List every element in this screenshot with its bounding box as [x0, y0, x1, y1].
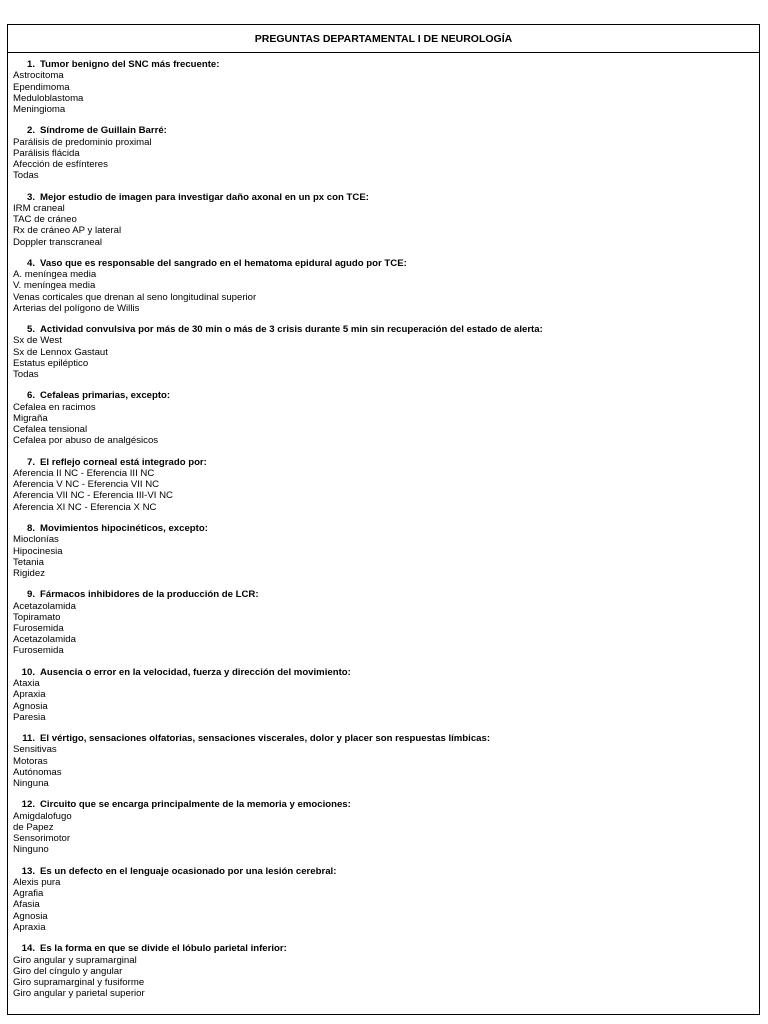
answer-option: Acetazolamida — [13, 634, 76, 646]
answer-option: Meduloblastoma — [13, 92, 84, 104]
question-text: Es un defecto en el lenguaje ocasionado por una lesión cerebral: — [40, 865, 337, 877]
question-block — [13, 258, 759, 314]
question-heading — [13, 457, 759, 468]
answer-option: Agnosia — [13, 910, 48, 922]
question-block — [13, 390, 759, 446]
question-heading — [13, 324, 759, 335]
answer-option: Agnosia — [13, 700, 48, 712]
answer-option: Arterias del polígono de Willis — [13, 302, 140, 314]
document-frame — [7, 24, 760, 1015]
question-text: Ausencia o error en la velocidad, fuerza y dirección del movimiento: — [40, 666, 351, 678]
answer-option: TAC de cráneo — [13, 214, 77, 226]
question-number: 9. — [26, 589, 35, 601]
answer-option: Astrocitoma — [13, 70, 64, 82]
question-text: El vértigo, sensaciones olfatorias, sensaciones viscerales, dolor y placer son respuestas límbicas: — [40, 733, 491, 745]
question-number: 5. — [26, 324, 35, 336]
question-heading — [13, 59, 759, 70]
answer-option: Amigdalofugo — [13, 810, 72, 822]
question-text: Es la forma en que se divide el lóbulo parietal inferior: — [40, 943, 287, 955]
answer-option: Parálisis flácida — [13, 147, 80, 159]
answer-option: Motoras — [13, 755, 48, 767]
answer-option: Venas corticales que drenan al seno longitudinal superior — [13, 291, 257, 303]
question-heading — [13, 667, 759, 678]
question-text: Circuito que se encarga principalmente de la memoria y emociones: — [40, 799, 351, 811]
question-number: 10. — [21, 666, 35, 678]
answer-option: Autónomas — [13, 766, 62, 778]
answer-option: Cefalea tensional — [13, 424, 88, 436]
question-block — [13, 667, 759, 723]
answer-option: Todas — [13, 170, 39, 182]
question-number: 12. — [21, 799, 35, 811]
question-number: 3. — [26, 191, 35, 203]
question-block — [13, 59, 759, 115]
question-number: 13. — [21, 865, 35, 877]
question-heading — [13, 192, 759, 203]
question-text: Actividad convulsiva por más de 30 min o más de 3 crisis durante 5 min sin recuperación del estado de alerta: — [40, 324, 543, 336]
answer-option: Parálisis de predominio proximal — [13, 136, 152, 148]
question-number: 14. — [21, 943, 35, 955]
question-text: Mejor estudio de imagen para investigar daño axonal en un px con TCE: — [40, 191, 369, 203]
question-text: Tumor benigno del SNC más frecuente: — [40, 59, 220, 70]
answer-option: Migraña — [13, 412, 48, 424]
question-block — [13, 943, 759, 999]
answer-option: Ninguno — [13, 844, 49, 856]
answer-option: Cefalea por abuso de analgésicos — [13, 435, 159, 447]
question-heading — [13, 258, 759, 269]
question-text: Movimientos hipocinéticos, excepto: — [40, 523, 208, 535]
answer-option: Ninguna — [13, 778, 49, 790]
answer-option: Ataxia — [13, 678, 40, 690]
answer-option: Aferencia VII NC - Eferencia III-VI NC — [13, 490, 173, 502]
answer-option: Afección de esfínteres — [13, 159, 108, 170]
question-block — [13, 457, 759, 513]
question-text: El reflejo corneal está integrado por: — [40, 456, 207, 468]
answer-option: Sx de Lennox Gastaut — [13, 346, 108, 358]
question-block — [13, 192, 759, 248]
question-block — [13, 523, 759, 579]
answer-option: Sensorimotor — [13, 833, 71, 845]
answer-option: A. meníngea media — [13, 269, 97, 281]
question-number: 6. — [26, 390, 35, 402]
question-heading — [13, 589, 759, 600]
question-heading — [13, 125, 759, 136]
question-number: 11. — [22, 733, 35, 745]
answer-option: de Papez — [13, 821, 54, 833]
question-text: Cefaleas primarias, excepto: — [40, 390, 171, 402]
question-heading — [13, 866, 759, 877]
question-block — [13, 866, 759, 933]
question-text: Fármacos inhibidores de la producción de LCR: — [40, 589, 259, 601]
question-number: 2. — [26, 125, 35, 137]
question-number: 7. — [26, 456, 35, 468]
answer-option: Furosemida — [13, 645, 64, 657]
question-number: 4. — [26, 257, 35, 269]
question-heading — [13, 390, 759, 401]
answer-option: Giro angular y parietal superior — [13, 988, 145, 1000]
answer-option: Todas — [13, 369, 39, 381]
question-number: 1. — [26, 59, 35, 70]
answer-option: IRM craneal — [13, 202, 65, 214]
document-title: PREGUNTAS DEPARTAMENTAL I DE NEUROLOGÍA — [8, 25, 759, 53]
answer-option: Sensitivas — [13, 744, 57, 756]
question-heading — [13, 799, 759, 810]
question-text: Síndrome de Guillain Barré: — [40, 125, 167, 137]
question-heading — [13, 943, 759, 954]
question-heading — [13, 523, 759, 534]
answer-option: Topiramato — [13, 611, 61, 623]
question-text: Vaso que es responsable del sangrado en el hematoma epidural agudo por TCE: — [40, 257, 407, 269]
answer-option: Acetazolamida — [13, 600, 76, 612]
answer-option: Giro supramarginal y fusiforme — [13, 976, 145, 988]
answer-option: Afasia — [13, 899, 40, 911]
answer-option: Aferencia XI NC - Eferencia X NC — [13, 501, 157, 513]
question-list — [8, 53, 759, 999]
answer-option: V. meníngea media — [13, 280, 96, 292]
question-block — [13, 589, 759, 656]
answer-option: Apraxia — [13, 689, 46, 701]
answer-option: Estatus epiléptico — [13, 357, 89, 369]
answer-option: Furosemida — [13, 623, 64, 635]
answer-option: Meningioma — [13, 103, 66, 115]
answer-option: Rigidez — [13, 567, 45, 579]
answer-option: Agrafia — [13, 888, 44, 900]
question-number: 8. — [26, 523, 35, 535]
answer-option: Paresia — [13, 711, 46, 723]
answer-option: Apraxia — [13, 921, 46, 933]
answer-option: Ependimoma — [13, 81, 70, 93]
answer-option: Tetania — [13, 556, 44, 568]
question-block — [13, 799, 759, 855]
question-block — [13, 324, 759, 380]
question-heading — [13, 733, 759, 744]
answer-option: Giro angular y supramarginal — [13, 954, 137, 966]
answer-option: Giro del cíngulo y angular — [13, 965, 123, 977]
answer-option: Doppler transcraneal — [13, 236, 103, 248]
question-block — [13, 733, 759, 789]
answer-option: Aferencia V NC - Eferencia VII NC — [13, 479, 160, 491]
answer-option: Aferencia II NC - Eferencia III NC — [13, 468, 155, 480]
answer-option: Cefalea en racimos — [13, 401, 96, 413]
question-block — [13, 125, 759, 181]
answer-option: Sx de West — [13, 335, 62, 347]
answer-option: Hipocinesia — [13, 545, 63, 557]
answer-option: Mioclonías — [13, 534, 59, 546]
answer-option: Rx de cráneo AP y lateral — [13, 225, 122, 237]
answer-option: Alexis pura — [13, 877, 61, 889]
